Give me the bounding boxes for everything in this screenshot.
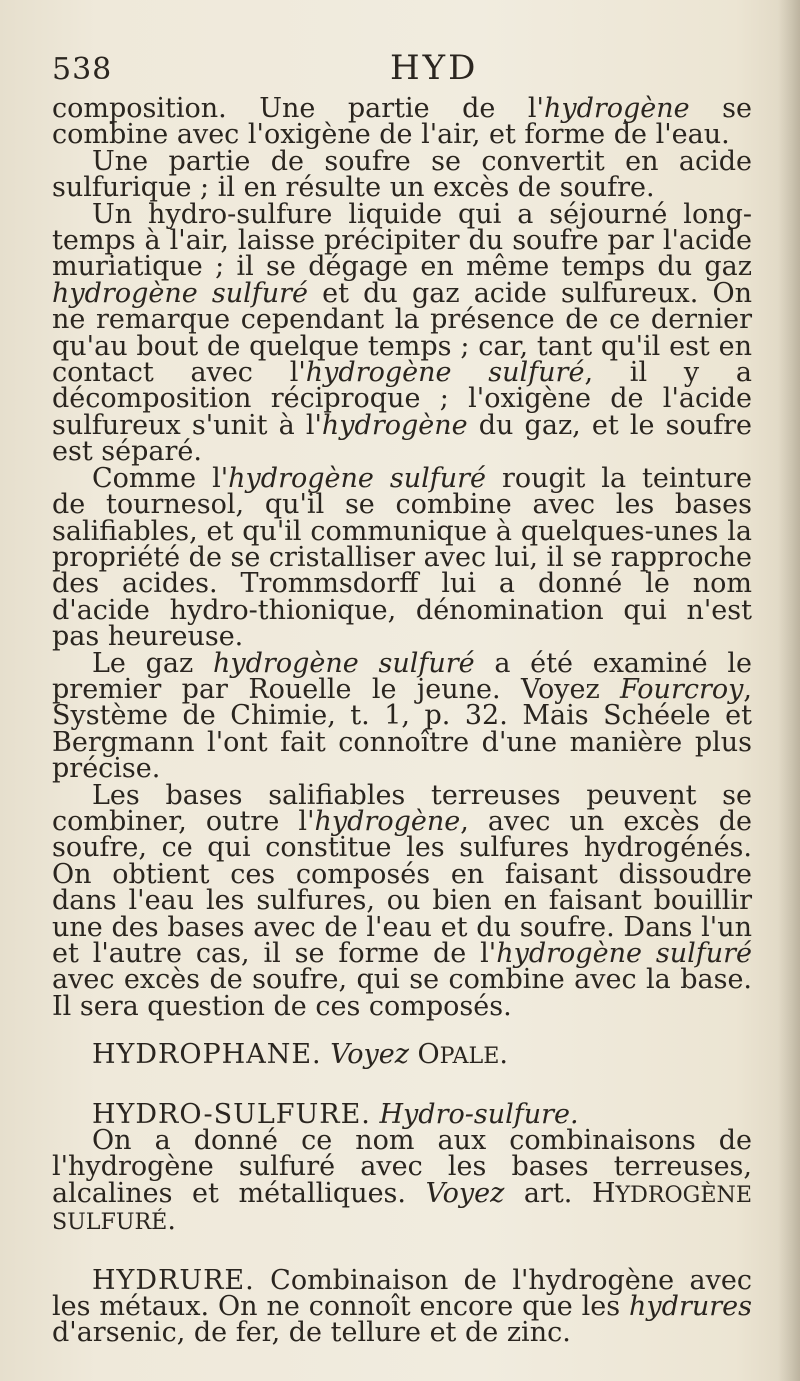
- page-header: [52, 44, 752, 94]
- text-run: Un hydro-sulfure liquide qui a séjourné long-temps à l'air, laisse précipiter du soufre par l'acide muriatique ; il se dégage en même temps du gaz: [52, 198, 752, 283]
- text-run: Le gaz: [92, 647, 213, 679]
- italic-text: Hydro-sulfure.: [379, 1098, 579, 1130]
- text-run: composition. Une partie de l': [52, 93, 544, 124]
- italic-text: Voyez: [330, 1039, 409, 1071]
- text-run: art. H: [504, 1177, 616, 1209]
- text-run: d'arsenic, de fer, de tellure et de zinc.: [52, 1317, 571, 1349]
- italic-text: hydrogène sulfuré: [305, 357, 585, 389]
- italic-text: hydrures: [629, 1291, 752, 1323]
- italic-text: hydrogène sulfuré: [228, 462, 487, 494]
- text-run: , avec un excès de soufre, ce qui constitue les sulfures hydrogénés. On obtient ces composés en faisant dissoudre dans l'eau les sulfures, ou bien en faisant bouillir une des bases avec de l'eau et du soufre. Dans l'un et l'autre cas, il se forme de l': [52, 805, 752, 969]
- entry-headword: HYDRO-SULFURE.: [92, 1098, 371, 1130]
- page-edge-shadow: [778, 0, 800, 1381]
- text-run: Combinaison de l'hydrogène avec les métaux. On ne connoît encore que les: [52, 1264, 752, 1323]
- italic-text: hydrogène sulfuré: [52, 277, 309, 309]
- text-run: a été examiné le premier par Rouelle le jeune. Voyez: [52, 647, 752, 705]
- italic-text: Fourcroy: [620, 673, 744, 705]
- text-run: [322, 1039, 331, 1070]
- text-run: avec excès de soufre, qui se combine avec la base. Il sera question de ces composés.: [52, 964, 752, 1022]
- small-caps-text: YDROGÈNE SULFURÉ: [52, 1181, 752, 1236]
- italic-text: Voyez: [425, 1177, 505, 1209]
- text-run: du gaz, et le soufre est séparé.: [52, 409, 752, 468]
- entry-hydrophane: [52, 1039, 752, 1071]
- text-run: Les bases salifiables terreuses peuvent se combiner, outre l': [52, 779, 752, 837]
- italic-text: hydrogène sulfuré: [496, 938, 752, 969]
- small-caps-text: PALE: [439, 1043, 500, 1070]
- entry-hydrure: [52, 1264, 752, 1349]
- italic-text: hydrogène sulfuré: [213, 647, 475, 679]
- paragraph-tournesol: [52, 462, 753, 653]
- text-run: .: [167, 1205, 176, 1237]
- paragraph-continuation: [52, 93, 752, 151]
- italic-text: hydrogène: [543, 93, 690, 124]
- paragraph-bases-terreuses: [52, 779, 752, 1022]
- text-run: rougit la teinture de tournesol, qu'il se combine avec les bases salifiables, et qu'il communique à quelques-unes la propriété de se cristalliser avec lui, il se rapproche des acides. Trommsdorff lui a donné le nom d'acide hydro-thionique, dénomination qui n'est pas heureuse.: [52, 462, 753, 653]
- text-run: , Système de Chimie, t. 1, p. 32. Mais Schéele et Bergmann l'ont fait connoître d'une manière plus précise.: [52, 673, 752, 785]
- paragraph-rouelle: [52, 647, 752, 785]
- text-run: Une partie de soufre se convertit en acide sulfurique ; il en résulte un excès de soufre.: [52, 145, 752, 204]
- italic-text: hydrogène: [314, 805, 461, 837]
- text-run: On a donné ce nom aux combinaisons de l'hydrogène sulfuré avec les bases terreuses, alcalines et métalliques.: [52, 1125, 752, 1209]
- paragraph-hydro-sulfure-definition: [52, 1125, 752, 1237]
- italic-text: hydrogène: [321, 409, 468, 441]
- paragraph-soufre-acide: [52, 145, 752, 204]
- text-run: , il y a décomposition réciproque ; l'oxigène de l'acide sulfureux s'unit à l': [52, 357, 753, 441]
- text-run: se combine avec l'oxigène de l'air, et forme de l'eau.: [52, 93, 752, 151]
- entry-headword: HYDROPHANE.: [92, 1039, 322, 1071]
- text-run: et du gaz acide sulfureux. On ne remarque cependant la présence de ce dernier qu'au bout de quelque temps ; car, tant qu'il est en contact avec l': [52, 277, 752, 389]
- text-run: O: [408, 1039, 440, 1071]
- running-head: HYD: [390, 48, 479, 88]
- body-text: [52, 93, 753, 1349]
- text-run: Comme l': [92, 462, 229, 494]
- page-number: 538: [52, 52, 113, 87]
- entry-headword: HYDRURE.: [92, 1264, 255, 1296]
- text-run: .: [499, 1039, 508, 1071]
- paragraph-hydro-sulfure-liquide: [52, 198, 753, 468]
